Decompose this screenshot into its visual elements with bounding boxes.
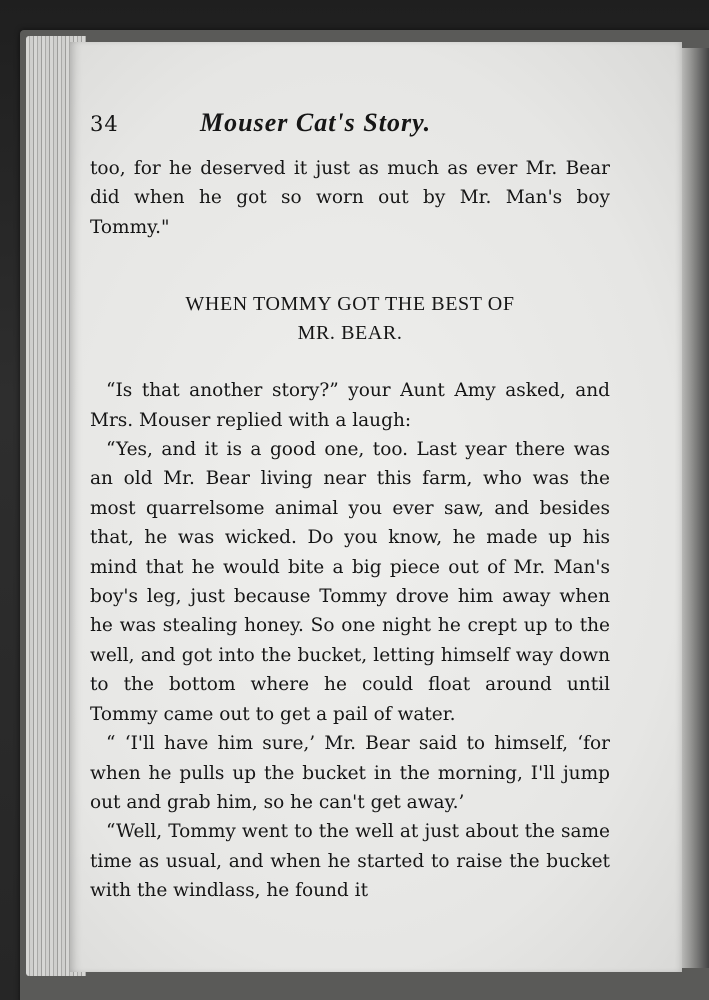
page-number: 34 <box>90 112 119 136</box>
page-header <box>90 108 610 148</box>
chapter-heading-line-1: WHEN TOMMY GOT THE BEST OF <box>185 293 515 316</box>
running-title: Mouser Cat's Story. <box>200 108 432 137</box>
paragraph-continuation: too, for he deserved it just as much as ever Mr. Bear did when he got so worn out by Mr. Man's boy Tommy." <box>90 158 610 238</box>
paragraph: “ ‘I'll have him sure,’ Mr. Bear said to himself, ‘for when he pulls up the bucket in the morning, I'll jump out and grab him, so he can't get away.’ <box>90 733 610 813</box>
paragraph: “Well, Tommy went to the well at just about the same time as usual, and when he started to raise the bucket with the windlass, he found it <box>90 821 610 902</box>
paragraph: “Yes, and it is a good one, too. Last year there was an old Mr. Bear living near this farm, who was the most quarrelsome animal you ever saw, and besides that, he was wicked. Do you know, he made up his mind that he would bite a big piece out of Mr. Man's boy's leg, just because Tommy drove him away when he was stealing honey. So one night he crept up to the well, and got into the bucket, letting himself way down to the bottom where he could float around until Tommy came out to get a pail of water. <box>90 439 610 725</box>
page-gutter-shadow <box>682 48 709 968</box>
page-content <box>90 108 610 906</box>
chapter-heading-line-2: MR. BEAR. <box>297 322 403 345</box>
chapter-heading <box>90 290 610 348</box>
paragraph: “Is that another story?” your Aunt Amy asked, and Mrs. Mouser replied with a laugh: <box>90 380 610 431</box>
